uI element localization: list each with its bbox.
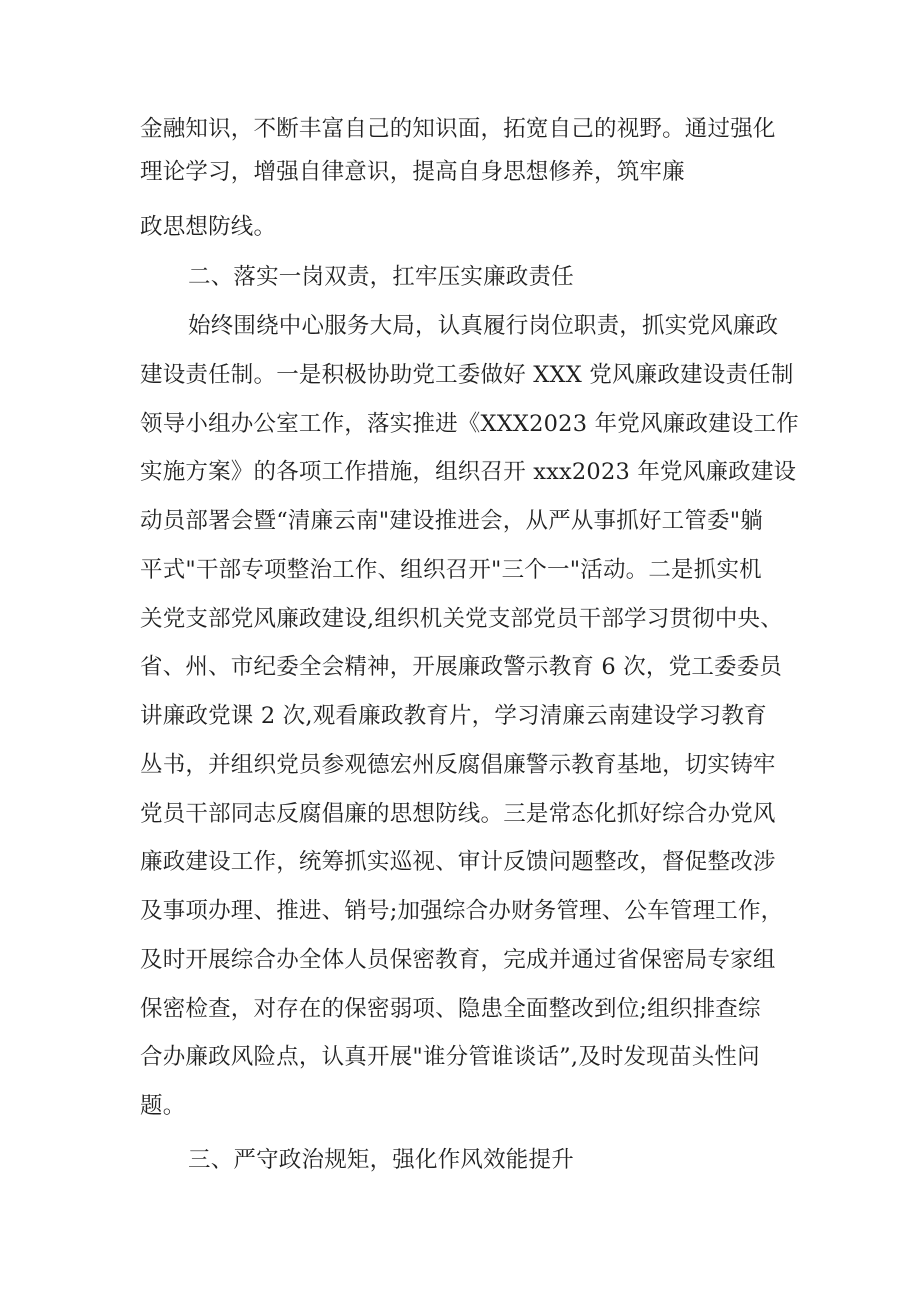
paragraph-1-line-1: 金融知识，不断丰富自己的知识面，拓宽自己的视野。通过强化 (140, 116, 776, 142)
paragraph-2-line-12: 廉政建设工作，统筹抓实巡视、审计反馈问题整改，督促整改涉 (140, 849, 776, 875)
paragraph-2-line-7: 关党支部党风廉政建设,组织机关党支部党员干部学习贯彻中央、 (140, 606, 783, 632)
paragraph-2-line-17: 题。 (140, 1093, 186, 1119)
paragraph-1-line-3: 政思想防线。 (140, 214, 277, 240)
paragraph-2-line-8: 省、州、市纪委全会精神，开展廉政警示教育 6 次，党工委委员 (140, 654, 783, 680)
paragraph-2-line-1: 始终围绕中心服务大局，认真履行岗位职责，抓实党风廉政 (188, 313, 779, 339)
paragraph-2-line-15: 保密检查，对存在的保密弱项、隐患全面整改到位;组织排查综 (140, 996, 761, 1022)
paragraph-2-line-11: 党员干部同志反腐倡廉的思想防线。三是常态化抓好综合办党风 (140, 801, 776, 827)
paragraph-2-line-14: 及时开展综合办全体人员保密教育，完成并通过省保密局专家组 (140, 947, 776, 973)
section-heading-2: 二、落实一岗双责，扛牢压实廉政责任 (188, 264, 574, 290)
paragraph-2-line-9: 讲廉政党课 2 次,观看廉政教育片，学习清廉云南建设学习教育 (140, 703, 767, 729)
paragraph-2-line-5: 动员部署会暨“清廉云南"建设推进会，从严从事抓好工管委"躺 (140, 508, 764, 534)
paragraph-2-line-16: 合办廉政风险点，认真开展"谁分管谁谈话”,及时发现苗头性问 (140, 1044, 760, 1070)
section-heading-3: 三、严守政治规矩，强化作风效能提升 (188, 1147, 574, 1173)
paragraph-2-line-6: 平式"干部专项整治工作、组织召开"三个一"活动。二是抓实机 (140, 557, 762, 583)
paragraph-2-line-13: 及事项办理、推进、销号;加强综合办财务管理、公车管理工作， (140, 898, 784, 924)
paragraph-2-line-3: 领导小组办公室工作，落实推进《XXX2023 年党风廉政建设工作 (140, 411, 799, 437)
paragraph-2-line-4: 实施方案》的各项工作措施，组织召开 xxx2023 年党风廉政建设 (140, 459, 797, 485)
paragraph-2-line-2: 建设责任制。一是积极协助党工委做好 XXX 党风廉政建设责任制 (140, 362, 794, 388)
paragraph-1-line-2: 理论学习，增强自律意识，提高自身思想修养，筑牢廉 (140, 159, 685, 185)
paragraph-2-line-10: 丛书，并组织党员参观德宏州反腐倡廉警示教育基地，切实铸牢 (140, 752, 776, 778)
